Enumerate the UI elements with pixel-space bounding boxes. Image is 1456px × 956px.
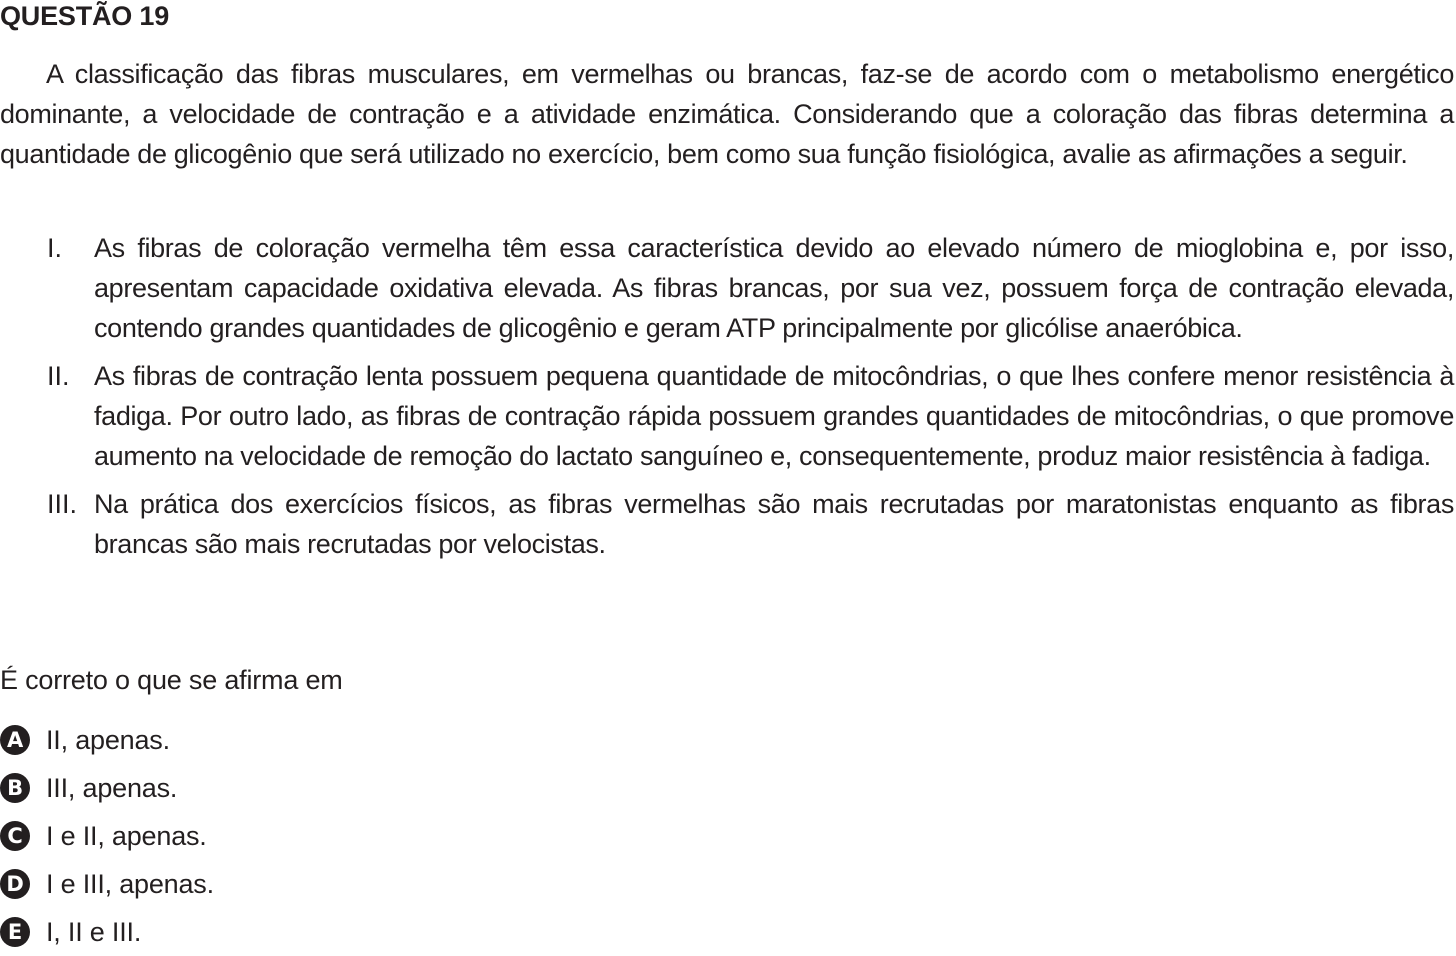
answer-option-c[interactable] <box>0 812 214 860</box>
option-letter-badge: A <box>0 725 30 755</box>
option-letter-badge: C <box>0 821 30 851</box>
statement-text: As fibras de contração lenta possuem pequena quantidade de mitocôndrias, o que lhes confere menor resistência à fadiga. Por outro lado, as fibras de contração rápida possuem grandes quantidades de mitocôndrias, o que promove aumento na velocidade de remoção do lactato sanguíneo e, consequentemente, produz maior resistência à fadiga. <box>94 361 1454 471</box>
statement-text: As fibras de coloração vermelha têm essa característica devido ao elevado número de mioglobina e, por isso, apresentam capacidade oxidativa elevada. As fibras brancas, por sua vez, possuem força de contração elevada, contendo grandes quantidades de glicogênio e geram ATP principalmente por glicólise anaeróbica. <box>94 233 1454 343</box>
question-prompt: É correto o que se afirma em <box>0 665 343 695</box>
option-letter-badge: E <box>0 917 30 947</box>
statement-number: I. <box>47 233 63 263</box>
option-letter-badge: B <box>0 773 30 803</box>
statement-item <box>0 228 1454 348</box>
option-text: I, II e III. <box>46 916 142 947</box>
answer-option-e[interactable] <box>0 908 214 956</box>
option-text: III, apenas. <box>46 772 178 803</box>
statement-item <box>0 484 1454 564</box>
question-title: QUESTÃO 19 <box>0 1 170 31</box>
question-intro: A classificação das fibras musculares, em vermelhas ou brancas, faz-se de acordo com o metabolismo energético dominante, a velocidade de contração e a atividade enzimática. Considerando que a coloração das fibras determina a quantidade de glicogênio que será utilizado no exercício, bem como sua função fisiológica, avalie as afirmações a seguir. <box>0 59 1454 169</box>
statement-item <box>0 356 1454 476</box>
statement-number: III. <box>47 489 78 519</box>
answer-option-a[interactable] <box>0 716 214 764</box>
option-text: II, apenas. <box>46 724 170 755</box>
answer-options <box>0 716 214 956</box>
statement-list <box>0 228 1454 572</box>
answer-option-d[interactable] <box>0 860 214 908</box>
option-text: I e II, apenas. <box>46 820 207 851</box>
statement-number: II. <box>47 361 70 391</box>
statement-text: Na prática dos exercícios físicos, as fibras vermelhas são mais recrutadas por maratonistas enquanto as fibras brancas são mais recrutadas por velocistas. <box>94 489 1454 559</box>
option-letter-badge: D <box>0 869 30 899</box>
option-text: I e III, apenas. <box>46 868 214 899</box>
answer-option-b[interactable] <box>0 764 214 812</box>
